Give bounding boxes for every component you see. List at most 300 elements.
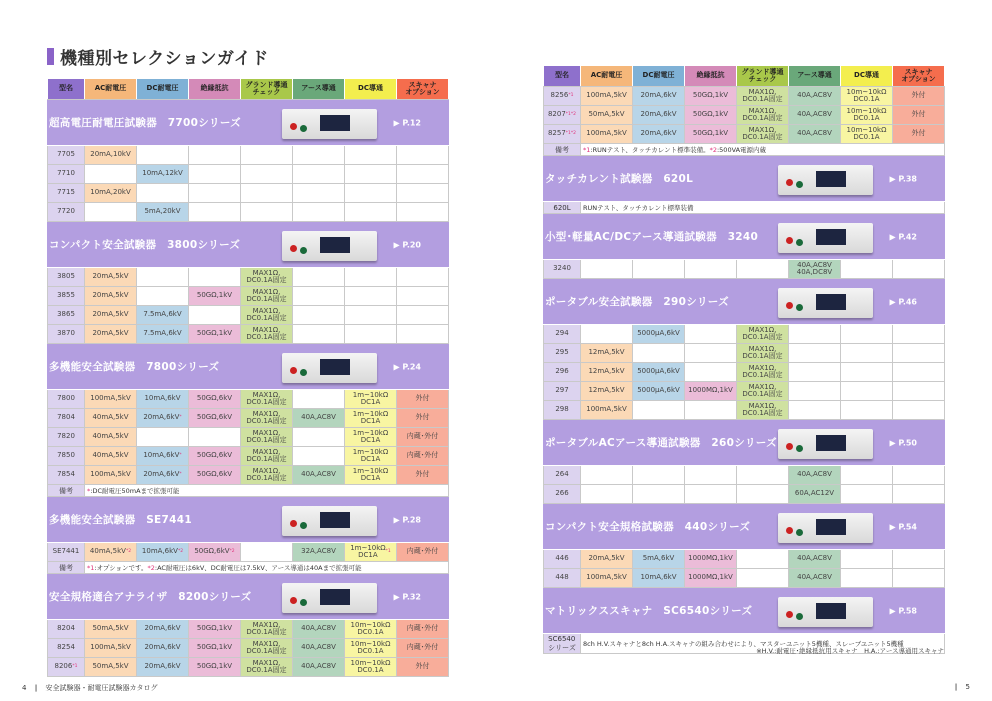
- cell-text: 備考: [59, 563, 73, 572]
- remarks-row: [47, 485, 449, 497]
- cell-text: MAX1Ω, DC0.1A固定: [742, 87, 783, 103]
- cell-text: MAX1Ω, DC0.1A固定: [742, 125, 783, 141]
- spec-cell: [345, 165, 397, 183]
- remarks-label: [543, 144, 581, 155]
- spec-cell: [789, 401, 841, 419]
- spec-cell: [85, 447, 137, 465]
- page-reference-link[interactable]: ▶ P.50: [889, 438, 917, 447]
- cell-text: DC耐電圧: [146, 84, 179, 93]
- spec-cell: [189, 287, 241, 305]
- red-knob-icon: [786, 179, 793, 186]
- cell-text: 1m~10kΩ DC1A: [352, 390, 389, 406]
- spec-cell: [241, 325, 293, 343]
- cell-text: 内蔵･外付: [406, 432, 439, 441]
- column-header: [47, 79, 85, 99]
- spec-cell: [581, 87, 633, 105]
- cell-text: 40A,AC8V: [301, 643, 336, 652]
- remarks-label: [543, 634, 581, 653]
- page-reference-link[interactable]: ▶ P.12: [393, 118, 421, 127]
- column-header: [737, 66, 789, 86]
- page-reference-link[interactable]: ▶ P.58: [889, 606, 917, 615]
- series-section-header: [543, 504, 945, 550]
- spec-cell: [893, 363, 945, 381]
- cell-text: 20mA,5kV: [92, 272, 129, 281]
- cell-text: 40A,AC8V: [797, 573, 832, 582]
- table-row: [47, 306, 449, 325]
- spec-cell: [241, 620, 293, 638]
- spec-cell: [293, 165, 345, 183]
- spec-cell: [345, 146, 397, 164]
- spec-cell: [189, 466, 241, 484]
- spec-cell: [137, 287, 189, 305]
- display-screen: [816, 603, 846, 619]
- cell-text: 7.5mA,6kV: [143, 329, 182, 338]
- table-row: [543, 401, 945, 420]
- cell-text: 外付: [911, 110, 926, 119]
- remarks-part: *1: [87, 563, 95, 572]
- remarks-label: [47, 485, 85, 496]
- table-row: [543, 125, 945, 144]
- cell-text: MAX1Ω, DC0.1A固定: [742, 344, 783, 360]
- model-name-cell: [543, 485, 581, 503]
- cell-text: 7804: [57, 413, 75, 422]
- spec-cell: [345, 639, 397, 657]
- spec-cell: [189, 409, 241, 427]
- green-knob-icon: [300, 522, 307, 529]
- spec-cell: [685, 485, 737, 503]
- cell-text: 絶縁抵抗: [200, 84, 229, 93]
- cell-text: MAX1Ω, DC0.1A固定: [742, 363, 783, 379]
- green-knob-icon: [300, 369, 307, 376]
- spec-cell: [841, 125, 893, 143]
- cell-text: 3870: [57, 329, 75, 338]
- cell-text: MAX1Ω, DC0.1A固定: [246, 409, 287, 425]
- cell-text: 40A,AC8V: [797, 110, 832, 119]
- cell-text: 40A,AC8V: [301, 662, 336, 671]
- spec-cell: [789, 363, 841, 381]
- table-row: [47, 639, 449, 658]
- spec-cell: [789, 550, 841, 568]
- remarks-row: [543, 202, 945, 214]
- spec-cell: [397, 658, 449, 676]
- table-row: [543, 382, 945, 401]
- cell-text: 5000μA,6kV: [637, 367, 680, 376]
- display-screen: [320, 512, 350, 528]
- cell-text: 50GΩ,1kV: [196, 291, 233, 300]
- spec-cell: [685, 466, 737, 484]
- spec-cell: [893, 125, 945, 143]
- cell-text: 7800: [57, 394, 75, 403]
- column-header: [293, 79, 345, 99]
- spec-cell: [241, 409, 293, 427]
- page-reference-link[interactable]: ▶ P.42: [889, 232, 917, 241]
- series-section-header: [47, 497, 449, 543]
- model-name-cell: [47, 543, 85, 561]
- spec-cell: [397, 466, 449, 484]
- spec-cell: [633, 382, 685, 400]
- cell-text: 294: [555, 329, 569, 338]
- title-accent-bar: [47, 48, 54, 65]
- cell-text: 10m~10kΩ DC0.1A: [846, 125, 887, 141]
- column-header: [241, 79, 293, 99]
- spec-cell: [397, 268, 449, 286]
- remarks-part: *1: [583, 145, 591, 154]
- red-knob-icon: [786, 302, 793, 309]
- page-reference-link[interactable]: ▶ P.38: [889, 174, 917, 183]
- product-image: [282, 353, 377, 383]
- model-name-cell: [543, 87, 581, 105]
- cell-text: 10mA,20kV: [90, 188, 131, 197]
- spec-cell: [345, 184, 397, 202]
- spec-cell: [685, 325, 737, 343]
- red-knob-icon: [786, 527, 793, 534]
- model-name-cell: [543, 344, 581, 362]
- spec-cell: [737, 485, 789, 503]
- spec-cell: [633, 363, 685, 381]
- model-name-cell: [543, 125, 581, 143]
- red-knob-icon: [786, 237, 793, 244]
- spec-cell: [789, 125, 841, 143]
- spec-cell: [345, 268, 397, 286]
- cell-text: 50GΩ,1kV: [692, 91, 729, 100]
- cell-text: AC耐電圧: [94, 84, 127, 93]
- spec-cell: [685, 344, 737, 362]
- spec-cell: [137, 409, 189, 427]
- spec-cell: [789, 485, 841, 503]
- spec-cell: [293, 428, 345, 446]
- cell-text: MAX1Ω, DC0.1A固定: [246, 325, 287, 341]
- cell-text: 10m~10kΩ DC0.1A: [350, 620, 391, 636]
- cell-text: 20mA,6kV: [144, 662, 181, 671]
- cell-text: 50GΩ,1kV: [692, 129, 729, 138]
- cell-text: 3805: [57, 272, 75, 281]
- cell-text: 5000μA,6kV: [637, 386, 680, 395]
- spec-cell: [737, 325, 789, 343]
- spec-cell: [633, 550, 685, 568]
- model-name-cell: [47, 639, 85, 657]
- page-reference-link[interactable]: ▶ P.32: [393, 592, 421, 601]
- cell-text: 40A,AC8V 40A,DC8V: [796, 260, 833, 276]
- cell-text: 7705: [57, 150, 75, 159]
- table-row: [47, 268, 449, 287]
- spec-cell: [137, 325, 189, 343]
- cell-text: 40A,AC8V: [301, 413, 336, 422]
- table-row: [543, 344, 945, 363]
- spec-cell: [189, 390, 241, 408]
- spec-cell: [85, 165, 137, 183]
- cell-text: グランド導通 チェック: [741, 67, 784, 83]
- cell-text: 外付: [911, 129, 926, 138]
- spec-cell: [85, 325, 137, 343]
- spec-cell: [397, 165, 449, 183]
- cell-text: 50GΩ,6kV: [196, 394, 233, 403]
- column-header: [841, 66, 893, 86]
- column-header: [581, 66, 633, 86]
- spec-cell: [189, 325, 241, 343]
- page-number: 5: [965, 683, 970, 691]
- spec-cell: [189, 306, 241, 324]
- cell-text: 50GΩ,6kV: [196, 413, 233, 422]
- footnote-marker: *2: [125, 548, 132, 554]
- cell-text: 内蔵･外付: [406, 624, 439, 633]
- cell-text: DC導通: [854, 71, 879, 80]
- cell-text: 40A,AC8V: [301, 470, 336, 479]
- spec-cell: [893, 466, 945, 484]
- red-knob-icon: [290, 597, 297, 604]
- scanner-footnote: ※H.V.:耐電圧･絶縁抵抗用スキャナ H.A.:アース導通用スキャナ: [756, 647, 944, 655]
- spec-cell: [241, 146, 293, 164]
- remarks-text: [85, 562, 449, 573]
- spec-cell: [397, 203, 449, 221]
- spec-cell: [737, 344, 789, 362]
- spec-cell: [137, 620, 189, 638]
- spec-cell: [789, 344, 841, 362]
- page-reference-link[interactable]: ▶ P.46: [889, 297, 917, 306]
- spec-cell: [685, 382, 737, 400]
- cell-text: 10m~10kΩ DC0.1A: [846, 87, 887, 103]
- cell-text: MAX1Ω, DC0.1A固定: [246, 428, 287, 444]
- cell-text: 40mA,5kV: [92, 432, 129, 441]
- spec-cell: [737, 87, 789, 105]
- spec-cell: [737, 382, 789, 400]
- remarks-row: [47, 562, 449, 574]
- cell-text: 32A,AC8V: [301, 547, 336, 556]
- cell-text: 型名: [59, 84, 73, 93]
- green-knob-icon: [796, 613, 803, 620]
- spec-cell: [137, 543, 189, 561]
- product-image: [282, 506, 377, 536]
- cell-text: 40mA,5kV: [89, 547, 126, 556]
- spec-cell: [293, 268, 345, 286]
- cell-text: 内蔵･外付: [406, 451, 439, 460]
- cell-text: 外付: [415, 413, 430, 422]
- cell-text: 40mA,5kV: [92, 451, 129, 460]
- page-reference-link[interactable]: ▶ P.28: [393, 515, 421, 524]
- series-title: ポータブル安全試験器 290シリーズ: [545, 296, 729, 308]
- model-name-cell: [543, 569, 581, 587]
- page-reference-link[interactable]: ▶ P.24: [393, 362, 421, 371]
- cell-text: 1m~10kΩ DC1A: [350, 543, 386, 559]
- cell-text: 備考: [555, 145, 569, 154]
- spec-cell: [345, 203, 397, 221]
- footnote-marker: *1*2: [565, 111, 577, 117]
- footnote-marker: *: [179, 452, 182, 458]
- spec-cell: [345, 325, 397, 343]
- spec-cell: [789, 260, 841, 278]
- cell-text: アース導通: [301, 84, 336, 93]
- spec-cell: [893, 550, 945, 568]
- remarks-text: [581, 144, 945, 155]
- spec-cell: [189, 447, 241, 465]
- spec-cell: [85, 409, 137, 427]
- spec-cell: [581, 325, 633, 343]
- remarks-row: [543, 144, 945, 156]
- spec-cell: [581, 485, 633, 503]
- model-name-cell: [47, 268, 85, 286]
- cell-text: 10mA,6kV: [143, 451, 180, 460]
- cell-text: MAX1Ω, DC0.1A固定: [742, 401, 783, 417]
- cell-text: 100mA,5kV: [586, 91, 627, 100]
- spec-cell: [293, 390, 345, 408]
- cell-text: MAX1Ω, DC0.1A固定: [742, 382, 783, 398]
- cell-text: 50GΩ,1kV: [196, 662, 233, 671]
- spec-cell: [241, 543, 293, 561]
- page-reference-link[interactable]: ▶ P.20: [393, 240, 421, 249]
- spec-cell: [241, 658, 293, 676]
- spec-cell: [397, 639, 449, 657]
- spec-cell: [137, 165, 189, 183]
- spec-cell: [893, 87, 945, 105]
- column-header: [543, 66, 581, 86]
- cell-text: 外付: [415, 470, 430, 479]
- spec-cell: [345, 620, 397, 638]
- model-name-cell: [543, 382, 581, 400]
- table-row: [47, 543, 449, 562]
- product-image: [778, 165, 873, 195]
- spec-cell: [85, 287, 137, 305]
- spec-cell: [137, 658, 189, 676]
- spec-cell: [293, 184, 345, 202]
- cell-text: SE7441: [52, 547, 80, 556]
- spec-cell: [189, 184, 241, 202]
- cell-text: 40A,AC8V: [797, 91, 832, 100]
- spec-cell: [685, 569, 737, 587]
- green-knob-icon: [300, 599, 307, 606]
- remarks-part: 8ch H.V.スキャナと8ch H.A.スキャナの組み合わせにより、マスターユニット5機種、スレーブユニット5機種: [583, 640, 904, 648]
- spec-cell: [345, 466, 397, 484]
- spec-cell: [85, 466, 137, 484]
- series-title: コンパクト安全規格試験器 440シリーズ: [545, 521, 751, 533]
- cell-text: 50GΩ,1kV: [692, 110, 729, 119]
- spec-cell: [737, 106, 789, 124]
- spec-cell: [85, 428, 137, 446]
- series-title: マトリックススキャナ SC6540シリーズ: [545, 605, 753, 617]
- cell-text: 50mA,5kV: [588, 110, 625, 119]
- spec-cell: [685, 125, 737, 143]
- red-knob-icon: [290, 123, 297, 130]
- cell-text: 50mA,5kV: [92, 624, 129, 633]
- cell-text: 外付: [911, 91, 926, 100]
- cell-text: DC導通: [358, 84, 383, 93]
- model-name-cell: [47, 428, 85, 446]
- spec-cell: [893, 382, 945, 400]
- spec-cell: [85, 203, 137, 221]
- spec-cell: [841, 260, 893, 278]
- cell-text: 1m~10kΩ DC1A: [352, 466, 389, 482]
- remarks-part: :RUNテスト、タッチカレント標準装備。: [590, 146, 710, 154]
- cell-text: 266: [555, 489, 569, 498]
- spec-cell: [137, 203, 189, 221]
- cell-text: MAX1Ω, DC0.1A固定: [246, 639, 287, 655]
- cell-text: 7820: [57, 432, 75, 441]
- spec-cell: [633, 344, 685, 362]
- spec-cell: [633, 569, 685, 587]
- series-section-header: [47, 574, 449, 620]
- display-screen: [816, 171, 846, 187]
- spec-cell: [293, 287, 345, 305]
- spec-cell: [137, 639, 189, 657]
- spec-cell: [397, 620, 449, 638]
- catalog-name: 安全試験器・耐電圧試験器カタログ: [45, 684, 158, 692]
- spec-cell: [789, 325, 841, 343]
- model-name-cell: [543, 363, 581, 381]
- spec-cell: [581, 344, 633, 362]
- spec-cell: [241, 203, 293, 221]
- cell-text: 10mA,6kV: [144, 394, 181, 403]
- series-title: 多機能安全試験器 SE7441: [49, 514, 192, 526]
- cell-text: スキャナ オプション: [405, 80, 440, 96]
- product-image: [282, 231, 377, 261]
- table-row: [543, 106, 945, 125]
- table-row: [47, 325, 449, 344]
- spec-cell: [397, 287, 449, 305]
- series-title: コンパクト安全試験器 3800シリーズ: [49, 239, 241, 251]
- table-row: [543, 260, 945, 279]
- cell-text: 20mA,5kV: [92, 291, 129, 300]
- spec-cell: [345, 287, 397, 305]
- spec-cell: [241, 268, 293, 286]
- cell-text: 40A,AC8V: [797, 554, 832, 563]
- spec-cell: [137, 306, 189, 324]
- cell-text: 50GΩ,1kV: [196, 624, 233, 633]
- spec-cell: [893, 569, 945, 587]
- model-name-cell: [47, 306, 85, 324]
- cell-text: 20mA,6kV: [144, 624, 181, 633]
- display-screen: [816, 435, 846, 451]
- model-name-cell: [47, 390, 85, 408]
- spec-cell: [241, 639, 293, 657]
- cell-text: 20mA,5kV: [588, 554, 625, 563]
- spec-cell: [85, 390, 137, 408]
- spec-cell: [633, 325, 685, 343]
- model-name-cell: [543, 550, 581, 568]
- cell-text: 50GΩ,6kV: [196, 470, 233, 479]
- table-row: [47, 146, 449, 165]
- spec-cell: [685, 550, 737, 568]
- page-reference-link[interactable]: ▶ P.54: [889, 522, 917, 531]
- spec-cell: [293, 620, 345, 638]
- model-name-cell: [47, 466, 85, 484]
- spec-cell: [581, 550, 633, 568]
- cell-text: 5000μA,6kV: [637, 329, 680, 338]
- spec-cell: [345, 428, 397, 446]
- spec-cell: [293, 639, 345, 657]
- product-image: [282, 583, 377, 613]
- cell-text: 100mA,5kV: [586, 405, 627, 414]
- cell-text: MAX1Ω, DC0.1A固定: [246, 658, 287, 674]
- cell-text: 100mA,5kV: [586, 129, 627, 138]
- spec-cell: [581, 363, 633, 381]
- spec-cell: [241, 287, 293, 305]
- footnote-marker: *: [179, 414, 182, 420]
- footer-right: | 5: [954, 683, 970, 691]
- cell-text: 5mA,6kV: [642, 554, 675, 563]
- spec-cell: [137, 428, 189, 446]
- spec-cell: [85, 146, 137, 164]
- table-row: [543, 550, 945, 569]
- cell-text: 50GΩ,6kV: [196, 451, 233, 460]
- cell-text: 40A,AC8V: [797, 129, 832, 138]
- product-image: [282, 109, 377, 139]
- spec-cell: [137, 466, 189, 484]
- spec-cell: [293, 447, 345, 465]
- cell-text: 20mA,6kV: [143, 413, 180, 422]
- cell-text: 7850: [57, 451, 75, 460]
- spec-cell: [737, 363, 789, 381]
- series-title: ポータブルACアース導通試験器 260シリーズ: [545, 437, 777, 449]
- display-screen: [816, 229, 846, 245]
- spec-cell: [841, 325, 893, 343]
